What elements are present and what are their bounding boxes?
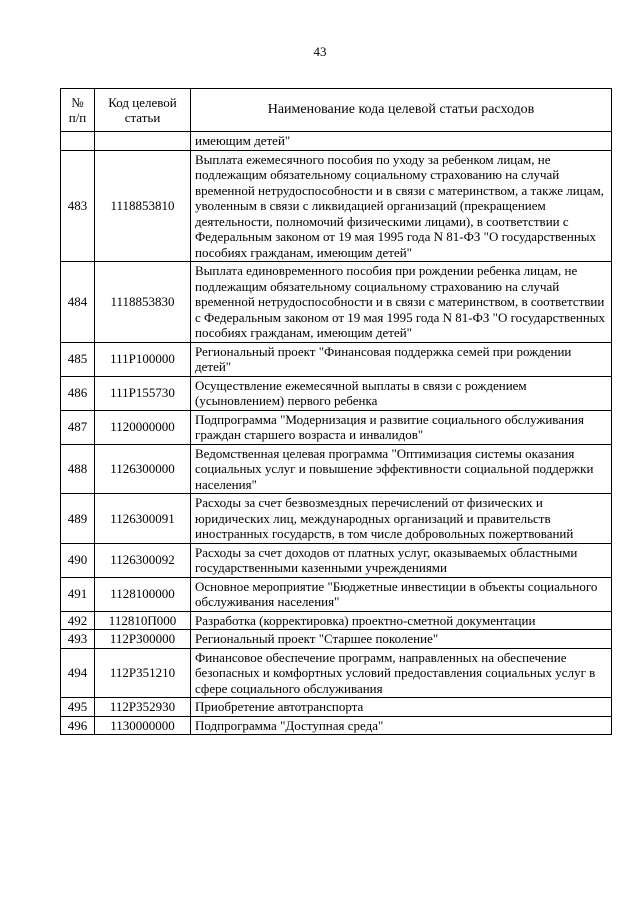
row-number: 493: [61, 630, 95, 649]
table-row: [61, 444, 612, 494]
row-code: 112810П000: [95, 611, 191, 630]
table-row: [61, 410, 612, 444]
header-name: Наименование кода целевой статьи расходов: [191, 89, 612, 132]
table-header-row: [61, 89, 612, 132]
row-name: Выплата единовременного пособия при рождении ребенка лицам, не подлежащим обязательному социальному страхованию на случай временной нетрудоспособности и в связи с материнством, в соответствии с Федеральным законом от 19 мая 1995 года N 81-ФЗ "О государственных пособиях гражданам, имеющим детей": [191, 262, 612, 343]
row-name: Выплата ежемесячного пособия по уходу за ребенком лицам, не подлежащим обязательному социальному страхованию на случай временной нетрудоспособности и в связи с материнством, а также лицам, уволенным в связи с ликвидацией организаций (прекращением деятельности, полномочий физическими лицами), в соответствии с Федеральным законом от 19 мая 1995 года N 81-ФЗ "О государственных пособиях гражданам, имеющим детей": [191, 150, 612, 262]
row-code: 1118853830: [95, 262, 191, 343]
header-code: Код целевой статьи: [95, 89, 191, 132]
table-row: [61, 630, 612, 649]
table-row: [61, 577, 612, 611]
row-code: 112P300000: [95, 630, 191, 649]
table-row: [61, 262, 612, 343]
row-name: Финансовое обеспечение программ, направленных на обеспечение безопасных и комфортных условий предоставления социальных услуг в сфере социального обслуживания: [191, 648, 612, 698]
row-name: Расходы за счет доходов от платных услуг, оказываемых областными государственными казенными учреждениями: [191, 543, 612, 577]
table-row: [61, 342, 612, 376]
row-code: 1126300092: [95, 543, 191, 577]
row-code: [95, 132, 191, 151]
table-row: [61, 698, 612, 717]
row-number: 492: [61, 611, 95, 630]
row-code: 1120000000: [95, 410, 191, 444]
table-row: [61, 611, 612, 630]
row-number: 487: [61, 410, 95, 444]
table-row: [61, 543, 612, 577]
table-row: [61, 376, 612, 410]
row-number: 486: [61, 376, 95, 410]
row-code: 1130000000: [95, 716, 191, 735]
row-code: 111P155730: [95, 376, 191, 410]
header-number: № п/п: [61, 89, 95, 132]
row-name: Подпрограмма "Модернизация и развитие социального обслуживания граждан старшего возраста и инвалидов": [191, 410, 612, 444]
row-number: 485: [61, 342, 95, 376]
row-name: имеющим детей": [191, 132, 612, 151]
row-number: 490: [61, 543, 95, 577]
table-row: [61, 132, 612, 151]
row-number: 483: [61, 150, 95, 262]
table-row: [61, 716, 612, 735]
row-number: 484: [61, 262, 95, 343]
row-name: Региональный проект "Финансовая поддержка семей при рождении детей": [191, 342, 612, 376]
row-name: Ведомственная целевая программа "Оптимизация системы оказания социальных услуг и повышение эффективности социальной поддержки населения": [191, 444, 612, 494]
row-number: 495: [61, 698, 95, 717]
row-number: [61, 132, 95, 151]
row-name: Основное мероприятие "Бюджетные инвестиции в объекты социального обслуживания населения": [191, 577, 612, 611]
row-name: Региональный проект "Старшее поколение": [191, 630, 612, 649]
row-name: Подпрограмма "Доступная среда": [191, 716, 612, 735]
row-code: 112P352930: [95, 698, 191, 717]
row-number: 496: [61, 716, 95, 735]
page-number: 43: [313, 44, 327, 59]
table-row: [61, 494, 612, 544]
row-name: Приобретение автотранспорта: [191, 698, 612, 717]
row-number: 488: [61, 444, 95, 494]
row-number: 491: [61, 577, 95, 611]
row-code: 1126300000: [95, 444, 191, 494]
row-code: 1128100000: [95, 577, 191, 611]
row-code: 1118853810: [95, 150, 191, 262]
budget-code-table: [60, 88, 612, 735]
row-number: 489: [61, 494, 95, 544]
row-name: Расходы за счет безвозмездных перечислений от физических и юридических лиц, международных организаций и правительств иностранных государств, в том числе добровольных пожертвований: [191, 494, 612, 544]
row-number: 494: [61, 648, 95, 698]
row-code: 111P100000: [95, 342, 191, 376]
table-row: [61, 648, 612, 698]
row-code: 112P351210: [95, 648, 191, 698]
table-row: [61, 150, 612, 262]
row-name: Осуществление ежемесячной выплаты в связи с рождением (усыновлением) первого ребенка: [191, 376, 612, 410]
row-code: 1126300091: [95, 494, 191, 544]
row-name: Разработка (корректировка) проектно-сметной документации: [191, 611, 612, 630]
